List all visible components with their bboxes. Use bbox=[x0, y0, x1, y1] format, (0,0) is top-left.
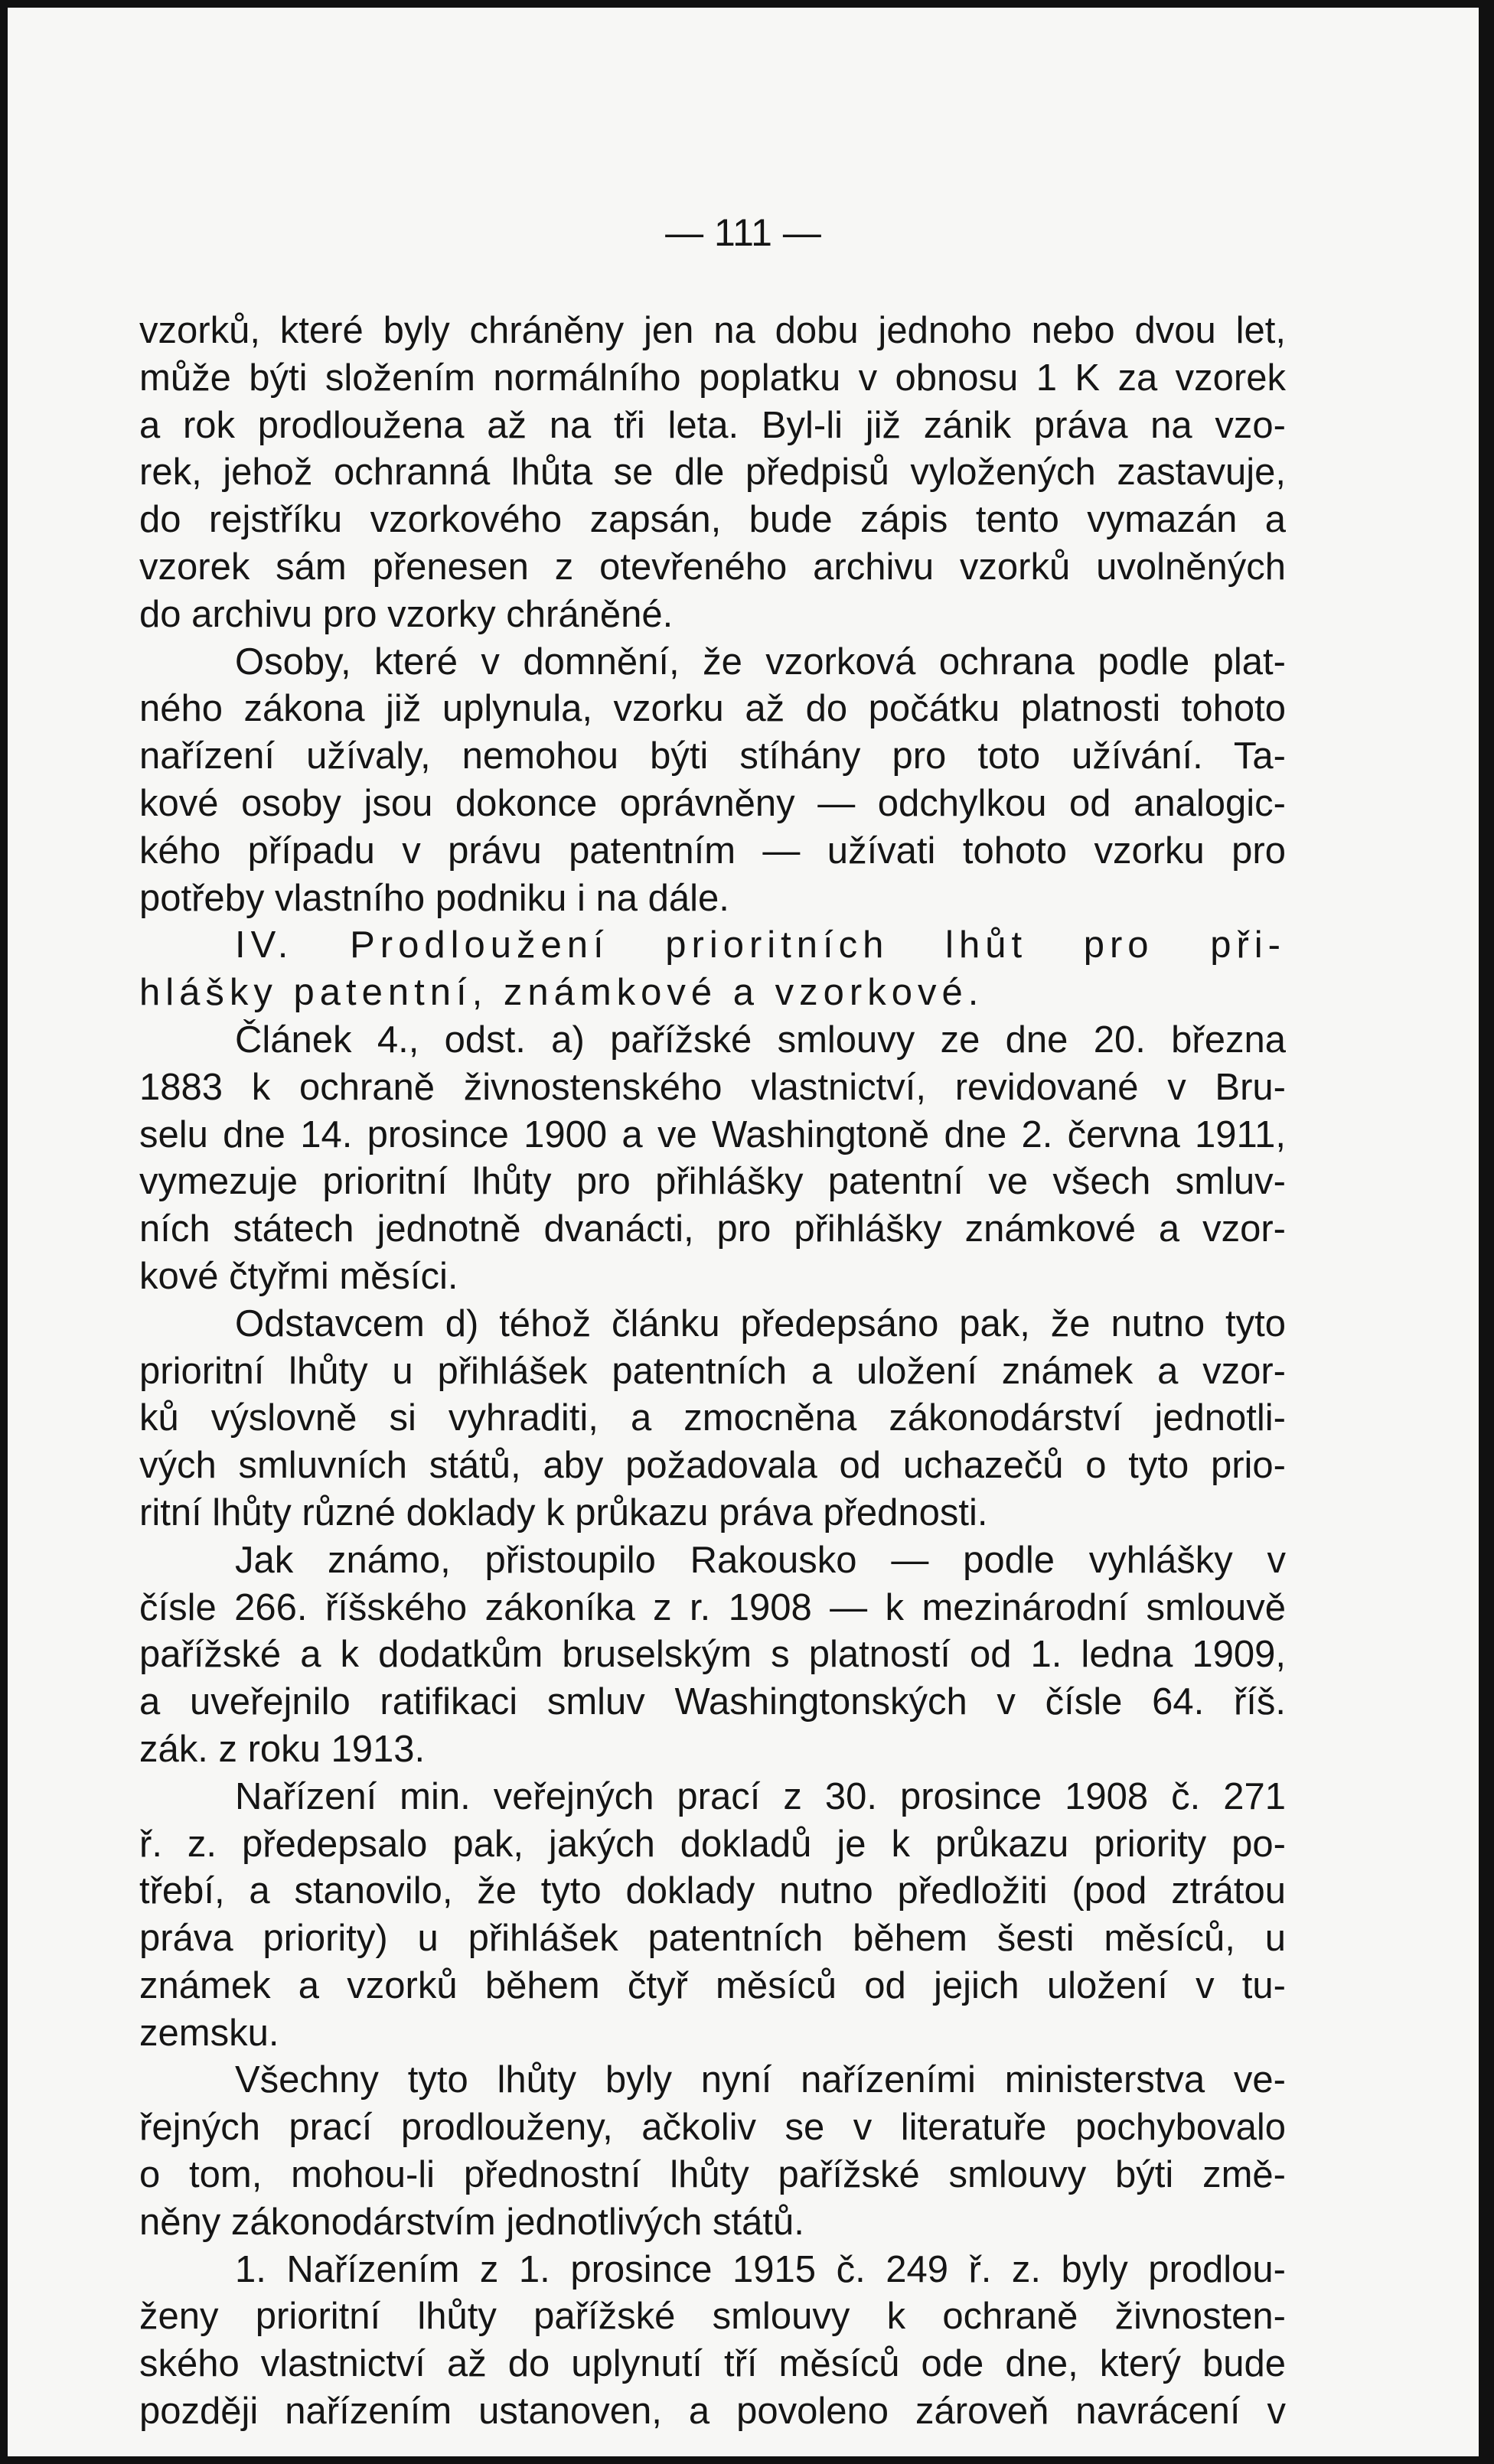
text-line: ků výslovně si vyhraditi, a zmocněna zákonodárství jednotli- bbox=[139, 1397, 1286, 1439]
text-line: ného zákona již uplynula, vzorku až do počátku platnosti tohoto bbox=[139, 688, 1286, 730]
text-line: ského vlastnictví až do uplynutí tří měsíců ode dne, který bude bbox=[139, 2343, 1286, 2385]
text-line: ritní lhůty různé doklady k průkazu práva přednosti. bbox=[139, 1491, 988, 1533]
text-line: a rok prodloužena až na tři leta. Byl-li již zánik práva na vzo- bbox=[139, 404, 1286, 446]
text-line: ních státech jednotně dvanácti, pro přihlášky známkové a vzor- bbox=[139, 1208, 1286, 1250]
text-line: o tom, mohou-li přednostní lhůty pařížské smlouvy býti změ- bbox=[139, 2154, 1286, 2196]
text-line: něny zákonodárstvím jednotlivých států. bbox=[139, 2201, 804, 2243]
text-line: IV. Prodloužení prioritních lhůt pro při- bbox=[235, 924, 1286, 966]
text-line: pařížské a k dodatkům bruselským s platností od 1. ledna 1909, bbox=[139, 1634, 1286, 1676]
text-line: může býti složením normálního poplatku v obnosu 1 K za vzorek bbox=[139, 357, 1286, 399]
text-line: vzorek sám přenesen z otevřeného archivu vzorků uvolněných bbox=[139, 546, 1286, 588]
text-line: 1. Nařízením z 1. prosince 1915 č. 249 ř. z. byly prodlou- bbox=[235, 2248, 1286, 2290]
text-line: zák. z roku 1913. bbox=[139, 1728, 426, 1770]
text-line: do archivu pro vzorky chráněné. bbox=[139, 593, 674, 635]
text-line: 1883 k ochraně živnostenského vlastnictví, revidované v Bru- bbox=[139, 1066, 1286, 1108]
text-line: kého případu v právu patentním — užívati tohoto vzorku pro bbox=[139, 829, 1286, 872]
text-line: prioritní lhůty u přihlášek patentních a uložení známek a vzor- bbox=[139, 1350, 1286, 1392]
text-line: Osoby, které v domnění, že vzorková ochrana podle plat- bbox=[235, 640, 1286, 683]
text-line: kové čtyřmi měsíci. bbox=[139, 1255, 458, 1297]
text-line: Jak známo, přistoupilo Rakousko — podle vyhlášky v bbox=[235, 1539, 1286, 1581]
text-line: vých smluvních států, aby požadovala od uchazečů o tyto prio- bbox=[139, 1445, 1286, 1487]
text-line: hlášky patentní, známkové a vzorkové. bbox=[139, 972, 984, 1014]
book-page bbox=[8, 8, 1479, 2456]
text-line: řejných prací prodlouženy, ačkoliv se v literatuře pochybovalo bbox=[139, 2107, 1286, 2149]
text-line: práva priority) u přihlášek patentních během šesti měsíců, u bbox=[139, 1918, 1286, 1960]
text-line: známek a vzorků během čtyř měsíců od jejich uložení v tu- bbox=[139, 1964, 1286, 2006]
text-line: vzorků, které byly chráněny jen na dobu jednoho nebo dvou let, bbox=[139, 310, 1286, 351]
text-line: a uveřejnilo ratifikaci smluv Washingtonských v čísle 64. říš. bbox=[139, 1681, 1286, 1723]
text-line: čísle 266. říšského zákoníka z r. 1908 — k mezinárodní smlouvě bbox=[139, 1586, 1286, 1628]
text-line: nařízení užívaly, nemohou býti stíhány pro toto užívání. Ta- bbox=[139, 735, 1286, 777]
text-line: Článek 4., odst. a) pařížské smlouvy ze dne 20. března bbox=[235, 1019, 1286, 1061]
text-line: rek, jehož ochranná lhůta se dle předpisů vyložených zastavuje, bbox=[139, 451, 1286, 494]
text-line: Odstavcem d) téhož článku předepsáno pak, že nutno tyto bbox=[235, 1302, 1286, 1344]
text-line: selu dne 14. prosince 1900 a ve Washingtoně dne 2. června 1911, bbox=[139, 1113, 1286, 1155]
text-line: vymezuje prioritní lhůty pro přihlášky patentní ve všech smluv- bbox=[139, 1161, 1286, 1203]
text-line: kové osoby jsou dokonce oprávněny — odchylkou od analogic- bbox=[139, 782, 1286, 824]
text-line: Všechny tyto lhůty byly nyní nařízeními ministerstva ve- bbox=[235, 2059, 1286, 2101]
text-line: třebí, a stanovilo, že tyto doklady nutno předložiti (pod ztrátou bbox=[139, 1870, 1286, 1912]
body-text bbox=[139, 308, 1286, 2436]
text-line: Nařízení min. veřejných prací z 30. prosince 1908 č. 271 bbox=[235, 1775, 1286, 1817]
text-line: ř. z. předepsalo pak, jakých dokladů je k průkazu priority po- bbox=[139, 1823, 1286, 1865]
text-line: ženy prioritní lhůty pařížské smlouvy k ochraně živnosten- bbox=[139, 2296, 1286, 2338]
text-line: potřeby vlastního podniku i na dále. bbox=[139, 877, 729, 919]
text-line: později nařízením ustanoven, a povoleno zároveň navrácení v bbox=[139, 2391, 1286, 2433]
text-line: zemsku. bbox=[139, 2012, 279, 2054]
page-number: — 111 — bbox=[665, 211, 821, 254]
text-line: do rejstříku vzorkového zapsán, bude zápis tento vymazán a bbox=[139, 499, 1286, 541]
